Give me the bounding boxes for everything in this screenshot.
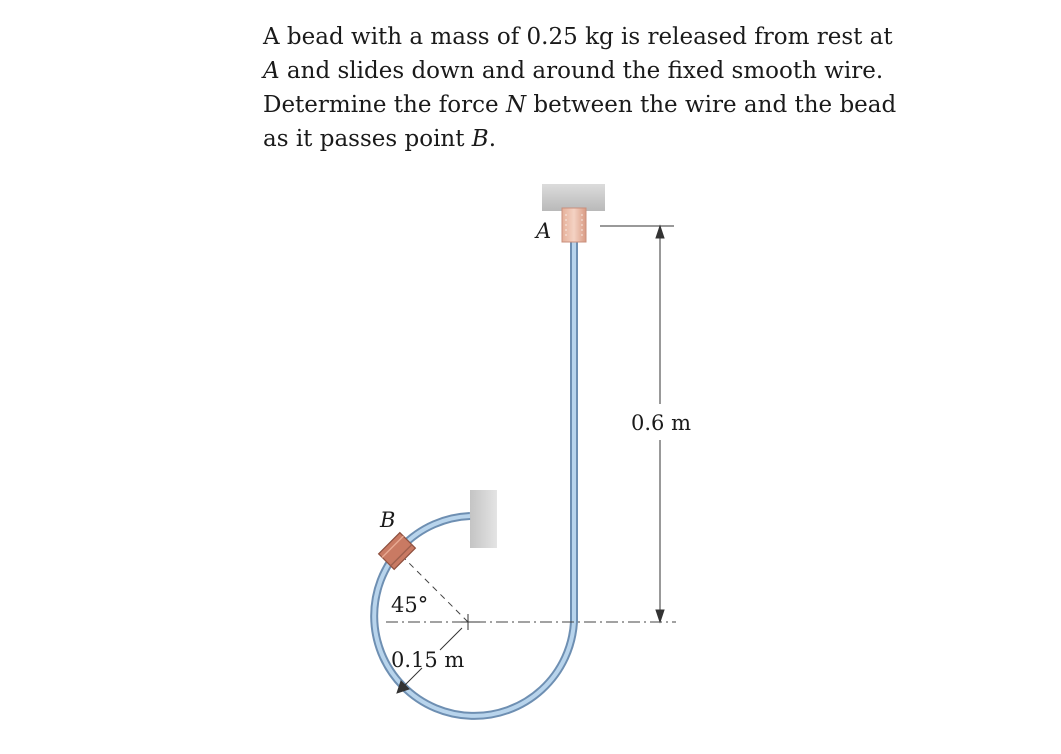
problem-text: A bead with a mass of 0.25 kg is released from rest at [263, 24, 893, 50]
point-a-ref: A [263, 58, 280, 84]
label-b: B [380, 508, 396, 532]
label-a: A [536, 219, 552, 243]
ceiling-support [542, 184, 605, 211]
radius-label: 0.15 m [391, 648, 465, 672]
wall-support [470, 490, 497, 548]
center-mark [461, 614, 480, 630]
height-label: 0.6 m [631, 411, 691, 435]
problem-text: between the wire and the bead as it passes point [263, 92, 897, 152]
force-n-ref: N [505, 92, 527, 118]
problem-text: . [488, 126, 497, 152]
problem-text: and slides down and around the fixed smooth wire. Determine the force [263, 58, 884, 118]
point-b-ref: B [471, 126, 489, 152]
angle-label: 45° [391, 593, 429, 617]
wire [374, 232, 574, 716]
